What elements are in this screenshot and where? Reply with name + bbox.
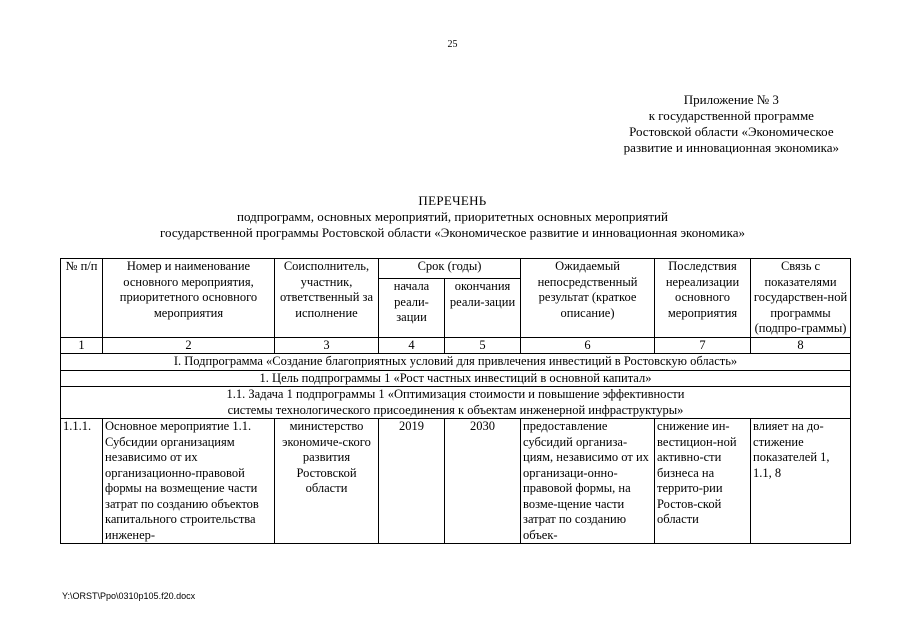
task-line: 1.1. Задача 1 подпрограммы 1 «Оптимизация стоимости и повышение эффективности xyxy=(226,387,685,401)
row-end-year: 2030 xyxy=(445,419,521,544)
task-row xyxy=(61,387,851,419)
column-number: 2 xyxy=(103,337,275,354)
row-consequences: снижение ин-вестицион-ной активно-сти бизнеса на террито-рии Ростов-ской области xyxy=(655,419,751,544)
appendix-line: Приложение № 3 xyxy=(683,92,779,107)
appendix-line: развитие и инновационная экономика» xyxy=(623,140,839,155)
table-header-row xyxy=(61,259,851,279)
header-executor: Соисполнитель, участник, ответственный за исполнение xyxy=(275,259,379,338)
header-consequences: Последствия нереализации основного мероприятия xyxy=(655,259,751,338)
row-link: влияет на до-стижение показателей 1, 1.1, 8 xyxy=(751,419,851,544)
header-num: № п/п xyxy=(61,259,103,338)
row-num: 1.1.1. xyxy=(61,419,103,544)
row-result: предоставление субсидий организа-циям, независимо от их организаци-онно-правовой формы, на возме-щение части затрат по созданию объек- xyxy=(521,419,655,544)
header-term: Срок (годы) xyxy=(379,259,521,279)
section-row xyxy=(61,354,851,371)
header-result: Ожидаемый непосредственный результат (краткое описание) xyxy=(521,259,655,338)
column-number: 6 xyxy=(521,337,655,354)
file-path-footer: Y:\ORST\Ppo\0310p105.f20.docx xyxy=(62,591,196,601)
column-number: 4 xyxy=(379,337,445,354)
header-name: Номер и наименование основного мероприятия, приоритетного основного мероприятия xyxy=(103,259,275,338)
column-number: 1 xyxy=(61,337,103,354)
page-number: 25 xyxy=(447,39,458,50)
task-title xyxy=(61,387,851,419)
task-line: системы технологического присоединения к объектам инженерной инфраструктуры» xyxy=(227,402,684,417)
header-term-end: окончания реали-зации xyxy=(445,279,521,337)
section-title: I. Подпрограмма «Создание благоприятных условий для привлечения инвестиций в Ростовскую область» xyxy=(61,354,851,371)
goal-row xyxy=(61,370,851,387)
document-title: ПЕРЕЧЕНЬ xyxy=(418,193,487,208)
appendix-line: к государственной программе xyxy=(648,108,814,123)
document-subtitle: подпрограмм, основных мероприятий, приоритетных основных мероприятий xyxy=(237,209,668,224)
goal-title: 1. Цель подпрограммы 1 «Рост частных инвестиций в основной капитал» xyxy=(61,370,851,387)
column-number-row xyxy=(61,337,851,354)
header-link: Связь с показателями государствен-ной программы (подпро-граммы) xyxy=(751,259,851,338)
row-name: Основное мероприятие 1.1. Субсидии организациям независимо от их организационно-правовой формы на возмещение части затрат по созданию объектов капитального строительства инженер- xyxy=(103,419,275,544)
header-term-start: начала реали-зации xyxy=(379,279,445,337)
column-number: 3 xyxy=(275,337,379,354)
appendix-line: Ростовской области «Экономическое xyxy=(629,124,834,139)
column-number: 7 xyxy=(655,337,751,354)
row-executor: министерство экономиче-ского развития Ростовской области xyxy=(275,419,379,544)
measures-table xyxy=(60,258,851,544)
column-number: 5 xyxy=(445,337,521,354)
appendix-note xyxy=(624,92,839,156)
document-subtitle: государственной программы Ростовской области «Экономическое развитие и инновационная экономика» xyxy=(160,225,745,240)
table-row xyxy=(61,419,851,544)
column-number: 8 xyxy=(751,337,851,354)
row-start-year: 2019 xyxy=(379,419,445,544)
